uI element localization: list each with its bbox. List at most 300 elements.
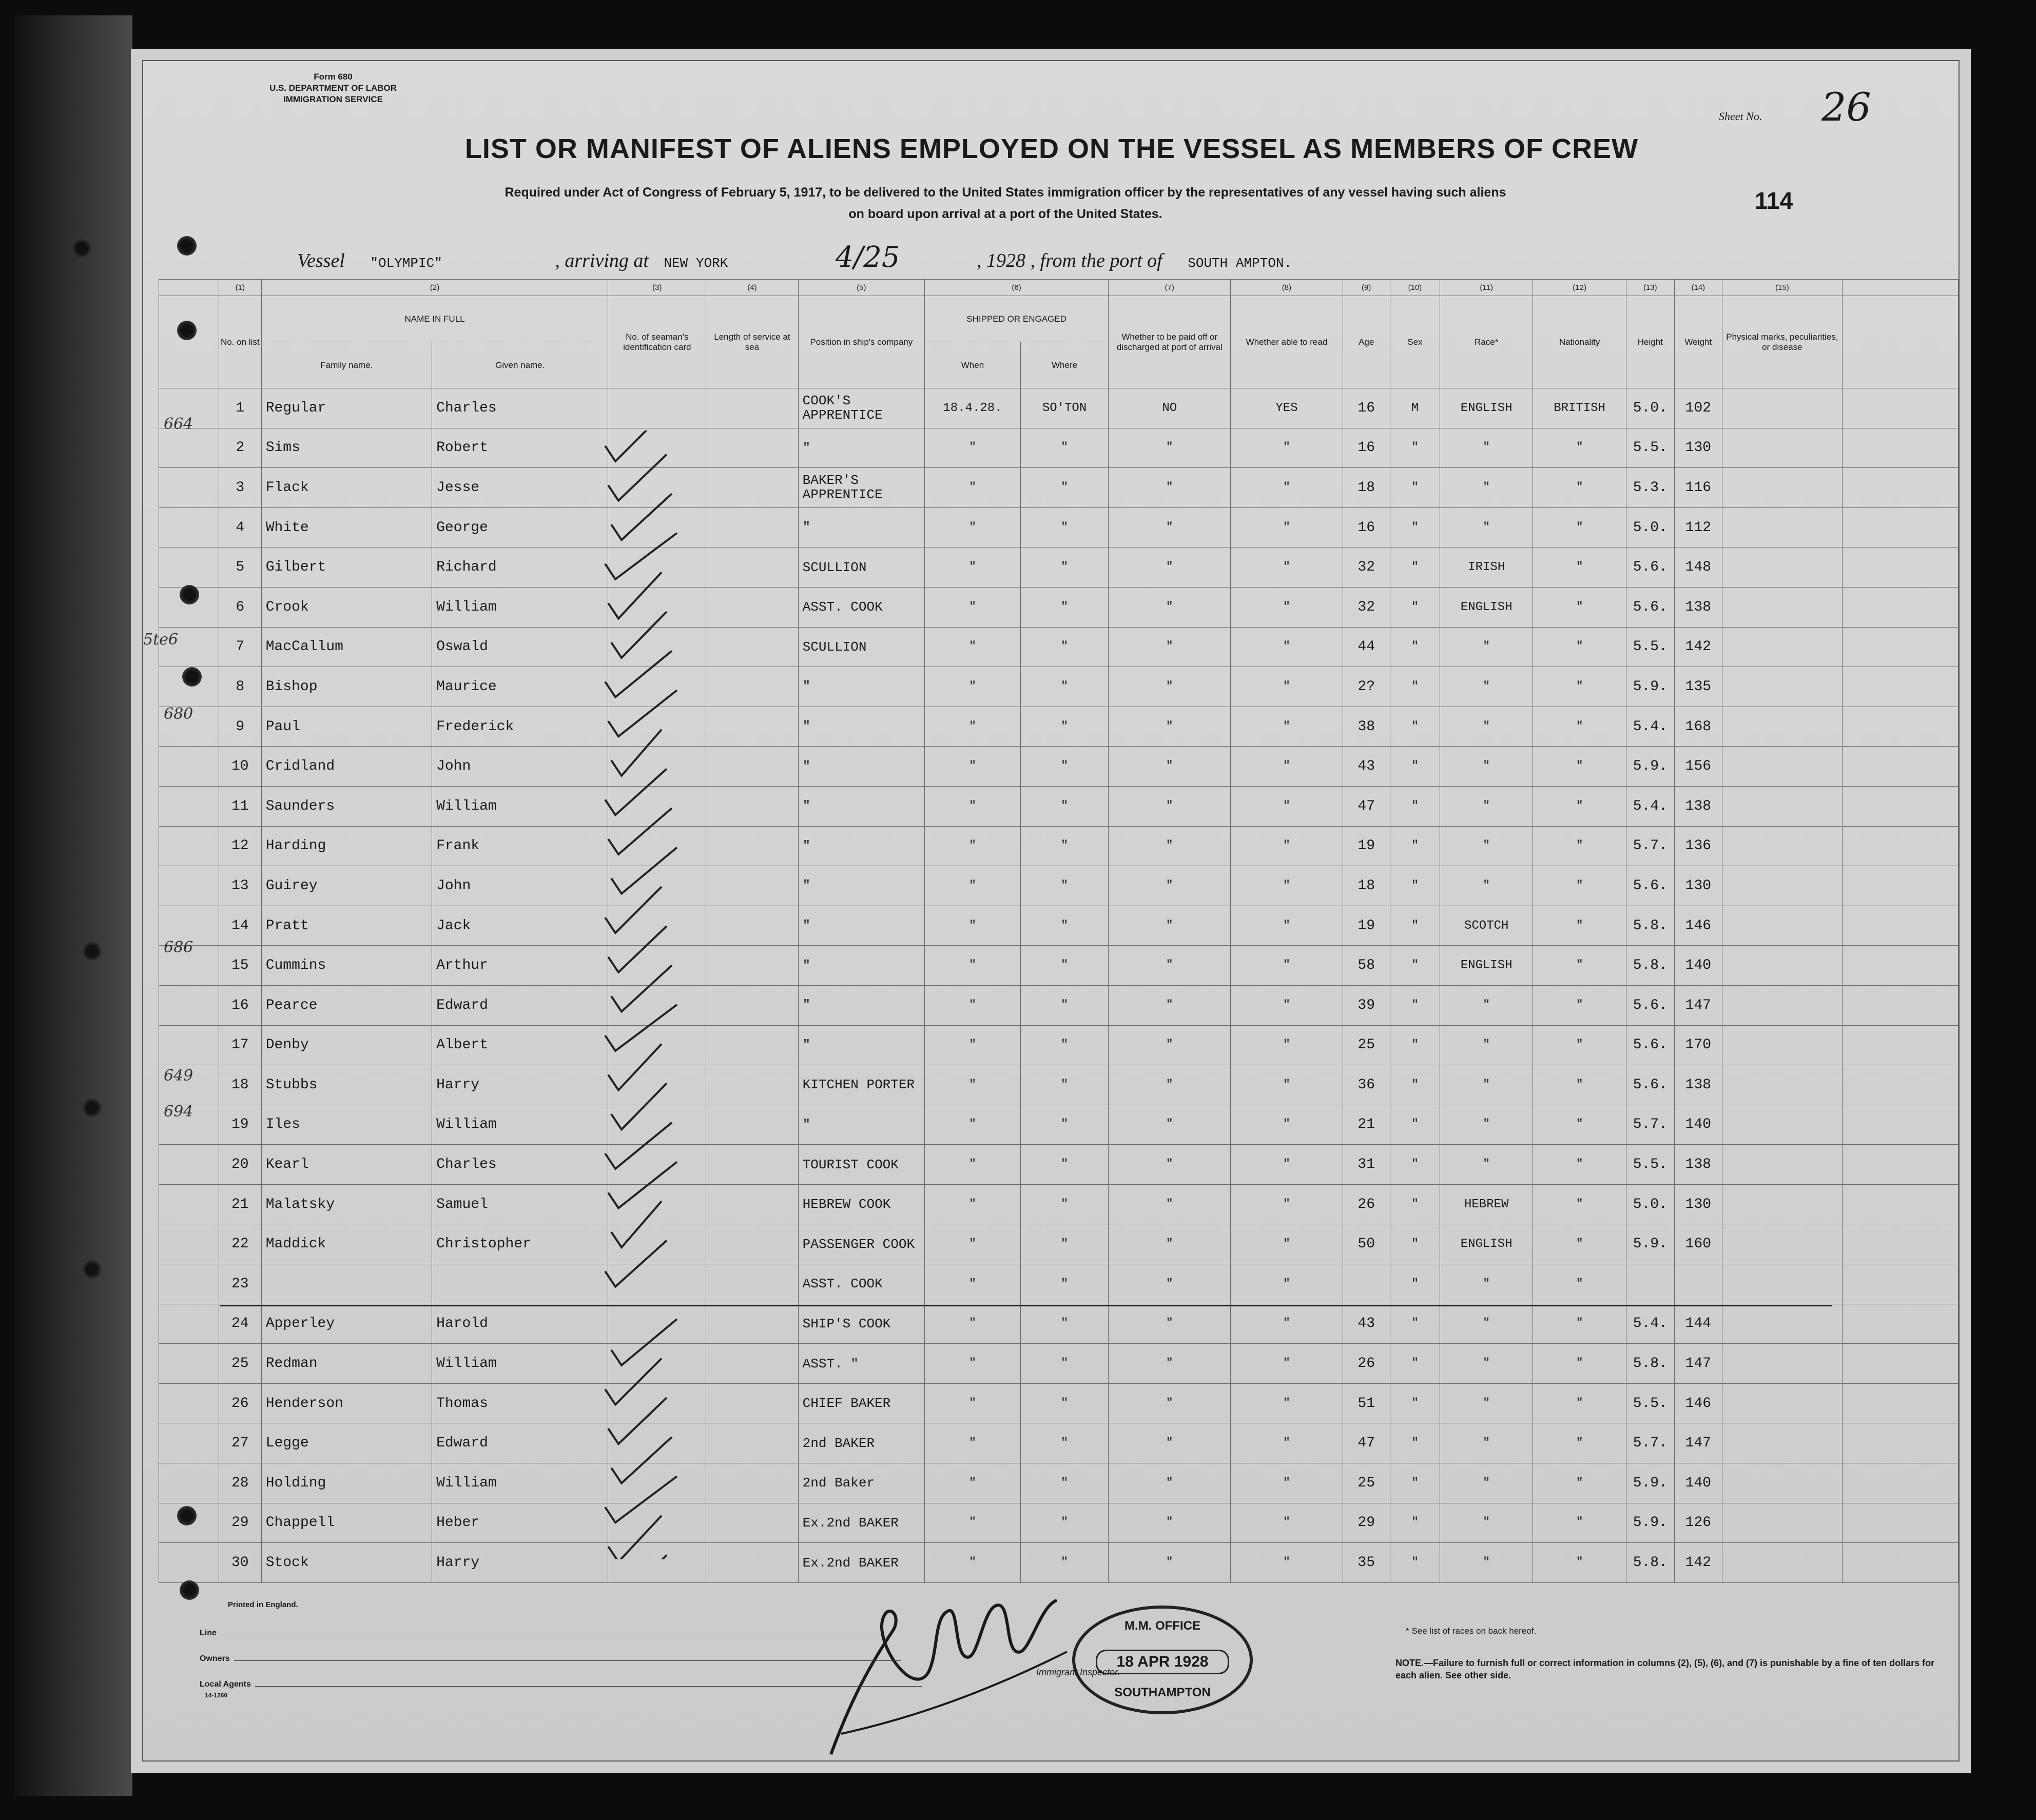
weight: 148 xyxy=(1674,547,1722,588)
position: " xyxy=(798,707,924,747)
colnum-13: (13) xyxy=(1626,280,1674,296)
paid-off: " xyxy=(1109,786,1231,826)
crew-row xyxy=(159,707,1959,747)
race: " xyxy=(1440,627,1533,667)
extra-cell xyxy=(1842,1304,1958,1344)
family-name: Cridland xyxy=(261,747,432,787)
shipped-where: " xyxy=(1020,547,1108,588)
race: HEBREW xyxy=(1440,1184,1533,1224)
hdr-paid-off: Whether to be paid off or discharged at port of arrival xyxy=(1109,296,1231,388)
sex: " xyxy=(1390,1543,1440,1583)
sex: " xyxy=(1390,747,1440,787)
margin-cell xyxy=(159,747,219,787)
crew-table xyxy=(159,279,1959,1583)
crew-row xyxy=(159,1184,1959,1224)
height: 5.8. xyxy=(1626,946,1674,986)
able-to-read: " xyxy=(1231,507,1343,547)
age: 31 xyxy=(1343,1145,1390,1185)
nationality: " xyxy=(1533,1105,1626,1145)
colnum-11: (11) xyxy=(1440,280,1533,296)
southampton-stamp xyxy=(1072,1606,1253,1714)
colnum-14: (14) xyxy=(1674,280,1722,296)
colnum-1: (1) xyxy=(219,280,261,296)
able-to-read: " xyxy=(1231,985,1343,1025)
colnum-9: (9) xyxy=(1343,280,1390,296)
nationality: " xyxy=(1533,1065,1626,1105)
able-to-read: " xyxy=(1231,1503,1343,1543)
given-name: Frederick xyxy=(432,707,608,747)
weight: 142 xyxy=(1674,627,1722,667)
shipped-when: " xyxy=(925,1224,1021,1264)
able-to-read: " xyxy=(1231,1145,1343,1185)
sex: " xyxy=(1390,667,1440,707)
family-name: Pratt xyxy=(261,906,432,946)
able-to-read: " xyxy=(1231,1025,1343,1065)
check-marks xyxy=(595,430,749,1559)
binder-hole xyxy=(177,236,197,256)
extra-cell xyxy=(1842,1543,1958,1583)
nationality: " xyxy=(1533,1383,1626,1423)
paid-off: " xyxy=(1109,747,1231,787)
position: KITCHEN PORTER xyxy=(798,1065,924,1105)
physical-marks xyxy=(1722,1025,1842,1065)
able-to-read: " xyxy=(1231,1184,1343,1224)
crew-row xyxy=(159,587,1959,627)
family-name: Bishop xyxy=(261,667,432,707)
family-name: Malatsky xyxy=(261,1184,432,1224)
sex: " xyxy=(1390,627,1440,667)
extra-cell xyxy=(1842,587,1958,627)
shipped-when: " xyxy=(925,1503,1021,1543)
binder-hole xyxy=(177,1506,197,1525)
margin-cell xyxy=(159,547,219,588)
row-number: 13 xyxy=(219,866,261,906)
weight: 130 xyxy=(1674,866,1722,906)
sex: " xyxy=(1390,985,1440,1025)
hdr-id-card: No. of seaman's identification card xyxy=(608,296,706,388)
able-to-read: " xyxy=(1231,1264,1343,1304)
shipped-when: " xyxy=(925,1423,1021,1463)
subtitle-line-1: Required under Act of Congress of February 5, 1917, to be delivered to the United States immigration officer by the representatives of any vessel having such aliens xyxy=(505,185,1506,200)
shipped-where: " xyxy=(1020,1463,1108,1503)
physical-marks xyxy=(1722,428,1842,468)
paid-off: " xyxy=(1109,826,1231,866)
paid-off: " xyxy=(1109,985,1231,1025)
race: " xyxy=(1440,1065,1533,1105)
hdr-no-on-list: No. on list xyxy=(219,296,261,388)
shipped-when: " xyxy=(925,468,1021,508)
race: " xyxy=(1440,866,1533,906)
shipped-where: " xyxy=(1020,1344,1108,1384)
shipped-when: " xyxy=(925,428,1021,468)
given-name: William xyxy=(432,587,608,627)
extra-cell xyxy=(1842,388,1958,428)
family-name xyxy=(261,1264,432,1304)
shipped-where: " xyxy=(1020,1503,1108,1543)
crew-row xyxy=(159,507,1959,547)
check-mark xyxy=(611,1319,677,1365)
physical-marks xyxy=(1722,468,1842,508)
sex: " xyxy=(1390,1224,1440,1264)
shipped-where: " xyxy=(1020,1145,1108,1185)
arrival-year: , 1928 xyxy=(977,250,1026,271)
shipped-where: " xyxy=(1020,1025,1108,1065)
check-mark xyxy=(611,848,677,894)
position: " xyxy=(798,747,924,787)
nationality: " xyxy=(1533,547,1626,588)
race: " xyxy=(1440,507,1533,547)
height: 5.0. xyxy=(1626,507,1674,547)
shipped-when: " xyxy=(925,1304,1021,1344)
sex: " xyxy=(1390,1383,1440,1423)
margin-cell xyxy=(159,1145,219,1185)
family-name: Regular xyxy=(261,388,432,428)
shipped-when: " xyxy=(925,946,1021,986)
crew-row xyxy=(159,428,1959,468)
race: " xyxy=(1440,1105,1533,1145)
colnum-6: (6) xyxy=(925,280,1109,296)
check-mark xyxy=(608,926,667,972)
margin-cell xyxy=(159,1463,219,1503)
owners-text: Owners xyxy=(200,1654,230,1663)
shipped-when: " xyxy=(925,1344,1021,1384)
arriving-label: , arriving at xyxy=(555,250,649,271)
nationality: " xyxy=(1533,1025,1626,1065)
row-number: 12 xyxy=(219,826,261,866)
paid-off: " xyxy=(1109,587,1231,627)
check-mark xyxy=(605,1476,677,1522)
age: 35 xyxy=(1343,1543,1390,1583)
sex: " xyxy=(1390,1184,1440,1224)
family-name: Redman xyxy=(261,1344,432,1384)
position: SCULLION xyxy=(798,547,924,588)
nationality: BRITISH xyxy=(1533,388,1626,428)
extra-cell xyxy=(1842,747,1958,787)
age: 43 xyxy=(1343,747,1390,787)
margin-cell xyxy=(159,1423,219,1463)
document-title xyxy=(143,133,1960,165)
margin-cell xyxy=(159,1344,219,1384)
extra-cell xyxy=(1842,1503,1958,1543)
arrival-date: 4/25 xyxy=(835,241,900,274)
family-name: Apperley xyxy=(261,1304,432,1344)
shipped-when: " xyxy=(925,1264,1021,1304)
sex: " xyxy=(1390,1145,1440,1185)
age: 18 xyxy=(1343,866,1390,906)
weight: 138 xyxy=(1674,786,1722,826)
margin-note: 664 xyxy=(164,415,193,433)
weight: 140 xyxy=(1674,1105,1722,1145)
crew-row xyxy=(159,946,1959,986)
shipped-when: " xyxy=(925,747,1021,787)
check-mark xyxy=(605,1241,667,1287)
race: " xyxy=(1440,1463,1533,1503)
crew-row xyxy=(159,627,1959,667)
row-number: 25 xyxy=(219,1344,261,1384)
nationality: " xyxy=(1533,428,1626,468)
race: ENGLISH xyxy=(1440,946,1533,986)
subtitle xyxy=(313,182,1698,225)
nationality: " xyxy=(1533,786,1626,826)
nationality: " xyxy=(1533,667,1626,707)
crew-row xyxy=(159,388,1959,428)
shipped-where: " xyxy=(1020,826,1108,866)
weight: 102 xyxy=(1674,388,1722,428)
form-number: Form 680 xyxy=(314,72,353,82)
age: 47 xyxy=(1343,786,1390,826)
physical-marks xyxy=(1722,1065,1842,1105)
row-number: 27 xyxy=(219,1423,261,1463)
able-to-read: YES xyxy=(1231,388,1343,428)
race: " xyxy=(1440,428,1533,468)
family-name: Cummins xyxy=(261,946,432,986)
age: 32 xyxy=(1343,547,1390,588)
age: 32 xyxy=(1343,587,1390,627)
weight xyxy=(1674,1264,1722,1304)
weight: 140 xyxy=(1674,1463,1722,1503)
shipped-when: " xyxy=(925,507,1021,547)
given-name: Harry xyxy=(432,1065,608,1105)
check-mark xyxy=(605,533,677,579)
weight: 147 xyxy=(1674,985,1722,1025)
age xyxy=(1343,1264,1390,1304)
row-number: 3 xyxy=(219,468,261,508)
physical-marks xyxy=(1722,707,1842,747)
paid-off: " xyxy=(1109,1423,1231,1463)
binder-hole xyxy=(180,1580,199,1600)
height: 5.6. xyxy=(1626,866,1674,906)
binder-hole xyxy=(82,942,102,961)
age: 2? xyxy=(1343,667,1390,707)
shipped-when: " xyxy=(925,667,1021,707)
margin-note: 5te6 xyxy=(143,631,178,649)
height: 5.9. xyxy=(1626,747,1674,787)
shipped-when: " xyxy=(925,906,1021,946)
check-mark xyxy=(611,1437,672,1483)
row-number: 17 xyxy=(219,1025,261,1065)
hdr-shipped: SHIPPED OR ENGAGED xyxy=(925,296,1109,342)
weight: 130 xyxy=(1674,428,1722,468)
shipped-where: " xyxy=(1020,1224,1108,1264)
given-name: Charles xyxy=(432,1145,608,1185)
family-name: Harding xyxy=(261,826,432,866)
extra-cell xyxy=(1842,468,1958,508)
extra-cell xyxy=(1842,1025,1958,1065)
line-text: Line xyxy=(200,1629,217,1637)
age: 25 xyxy=(1343,1025,1390,1065)
family-name: Denby xyxy=(261,1025,432,1065)
given-name: Harry xyxy=(432,1543,608,1583)
sex: " xyxy=(1390,786,1440,826)
check-mark xyxy=(605,887,662,933)
row-number: 4 xyxy=(219,507,261,547)
check-mark xyxy=(605,1358,662,1404)
able-to-read: " xyxy=(1231,667,1343,707)
colnum-10: (10) xyxy=(1390,280,1440,296)
height: 5.7. xyxy=(1626,1423,1674,1463)
age: 50 xyxy=(1343,1224,1390,1264)
given-name: Harold xyxy=(432,1304,608,1344)
check-mark xyxy=(611,1555,667,1559)
able-to-read: " xyxy=(1231,468,1343,508)
sex: " xyxy=(1390,826,1440,866)
family-name: Stock xyxy=(261,1543,432,1583)
height: 5.5. xyxy=(1626,1145,1674,1185)
physical-marks xyxy=(1722,1184,1842,1224)
check-mark xyxy=(605,1123,672,1169)
position: CHIEF BAKER xyxy=(798,1383,924,1423)
printed-note: Printed in England. xyxy=(228,1600,298,1609)
row-number: 11 xyxy=(219,786,261,826)
nationality: " xyxy=(1533,747,1626,787)
owners-label xyxy=(200,1654,901,1664)
extra-cell xyxy=(1842,1344,1958,1384)
margin-cell xyxy=(159,1304,219,1344)
position: SHIP'S COOK xyxy=(798,1304,924,1344)
nationality: " xyxy=(1533,826,1626,866)
weight: 112 xyxy=(1674,507,1722,547)
paid-off: " xyxy=(1109,1503,1231,1543)
department: U.S. DEPARTMENT OF LABOR xyxy=(269,83,397,93)
paid-off: NO xyxy=(1109,388,1231,428)
extra-cell xyxy=(1842,296,1958,388)
row-number: 19 xyxy=(219,1105,261,1145)
position: ASST. COOK xyxy=(798,1264,924,1304)
shipped-when: " xyxy=(925,1184,1021,1224)
binder-hole xyxy=(180,585,199,604)
inspector-label: Immigrant Inspector. xyxy=(1036,1667,1120,1677)
paid-off: " xyxy=(1109,468,1231,508)
nationality: " xyxy=(1533,1344,1626,1384)
physical-marks xyxy=(1722,906,1842,946)
age: 26 xyxy=(1343,1344,1390,1384)
nationality: " xyxy=(1533,1543,1626,1583)
height: 5.9. xyxy=(1626,667,1674,707)
sex: " xyxy=(1390,1105,1440,1145)
nationality: " xyxy=(1533,1463,1626,1503)
position: BAKER'S APPRENTICE xyxy=(798,468,924,508)
check-mark xyxy=(608,455,667,501)
margin-cell xyxy=(159,1264,219,1304)
height: 5.4. xyxy=(1626,786,1674,826)
able-to-read: " xyxy=(1231,1383,1343,1423)
paid-off: " xyxy=(1109,1145,1231,1185)
given-name: George xyxy=(432,507,608,547)
extra-cell xyxy=(1842,1145,1958,1185)
extra-cell xyxy=(1842,946,1958,986)
family-name: Chappell xyxy=(261,1503,432,1543)
binder-hole xyxy=(177,321,197,340)
nationality: " xyxy=(1533,1423,1626,1463)
given-name: Oswald xyxy=(432,627,608,667)
paid-off: " xyxy=(1109,1025,1231,1065)
given-name: Albert xyxy=(432,1025,608,1065)
from-label: , from the port of xyxy=(1030,250,1162,271)
position: ASST. " xyxy=(798,1344,924,1384)
crew-row xyxy=(159,866,1959,906)
check-mark xyxy=(605,651,672,697)
position: Ex.2nd BAKER xyxy=(798,1503,924,1543)
row-number: 20 xyxy=(219,1145,261,1185)
weight: 116 xyxy=(1674,468,1722,508)
nationality: " xyxy=(1533,1145,1626,1185)
race: ENGLISH xyxy=(1440,1224,1533,1264)
race: " xyxy=(1440,826,1533,866)
given-name: Charles xyxy=(432,388,608,428)
colnum-2: (2) xyxy=(261,280,608,296)
sex: " xyxy=(1390,1025,1440,1065)
given-name: William xyxy=(432,1463,608,1503)
margin-cell xyxy=(159,866,219,906)
weight: 156 xyxy=(1674,747,1722,787)
physical-marks xyxy=(1722,1224,1842,1264)
family-name: Sims xyxy=(261,428,432,468)
extra-cell xyxy=(1842,866,1958,906)
row-number: 23 xyxy=(219,1264,261,1304)
paid-off: " xyxy=(1109,1304,1231,1344)
age: 19 xyxy=(1343,826,1390,866)
given-name: Robert xyxy=(432,428,608,468)
shipped-where: " xyxy=(1020,507,1108,547)
height: 5.7. xyxy=(1626,826,1674,866)
race: " xyxy=(1440,985,1533,1025)
crew-row xyxy=(159,906,1959,946)
physical-marks xyxy=(1722,1383,1842,1423)
able-to-read: " xyxy=(1231,707,1343,747)
race: " xyxy=(1440,667,1533,707)
position: " xyxy=(798,985,924,1025)
race: " xyxy=(1440,786,1533,826)
hdr-able-read: Whether able to read xyxy=(1231,296,1343,388)
margin-cell xyxy=(159,1224,219,1264)
margin-cell xyxy=(159,280,219,296)
position: " xyxy=(798,786,924,826)
hdr-height: Height xyxy=(1626,296,1674,388)
row-number: 15 xyxy=(219,946,261,986)
weight: 147 xyxy=(1674,1423,1722,1463)
sex: " xyxy=(1390,1463,1440,1503)
given-name: William xyxy=(432,786,608,826)
family-name: Crook xyxy=(261,587,432,627)
race: IRISH xyxy=(1440,547,1533,588)
crew-row xyxy=(159,547,1959,588)
given-name: Arthur xyxy=(432,946,608,986)
able-to-read: " xyxy=(1231,747,1343,787)
crew-row xyxy=(159,1105,1959,1145)
race: " xyxy=(1440,1423,1533,1463)
weight: 144 xyxy=(1674,1304,1722,1344)
physical-marks xyxy=(1722,985,1842,1025)
height: 5.5. xyxy=(1626,428,1674,468)
colnum-3: (3) xyxy=(608,280,706,296)
extra-cell xyxy=(1842,627,1958,667)
hdr-position: Position in ship's company xyxy=(798,296,924,388)
able-to-read: " xyxy=(1231,1224,1343,1264)
position: 2nd Baker xyxy=(798,1463,924,1503)
row-number: 1 xyxy=(219,388,261,428)
physical-marks xyxy=(1722,1463,1842,1503)
family-name: Gilbert xyxy=(261,547,432,588)
paid-off: " xyxy=(1109,667,1231,707)
weight: 168 xyxy=(1674,707,1722,747)
weight: 135 xyxy=(1674,667,1722,707)
age: 26 xyxy=(1343,1184,1390,1224)
physical-marks xyxy=(1722,667,1842,707)
shipped-when: " xyxy=(925,1025,1021,1065)
able-to-read: " xyxy=(1231,906,1343,946)
sex: " xyxy=(1390,587,1440,627)
column-number-row xyxy=(159,280,1959,296)
